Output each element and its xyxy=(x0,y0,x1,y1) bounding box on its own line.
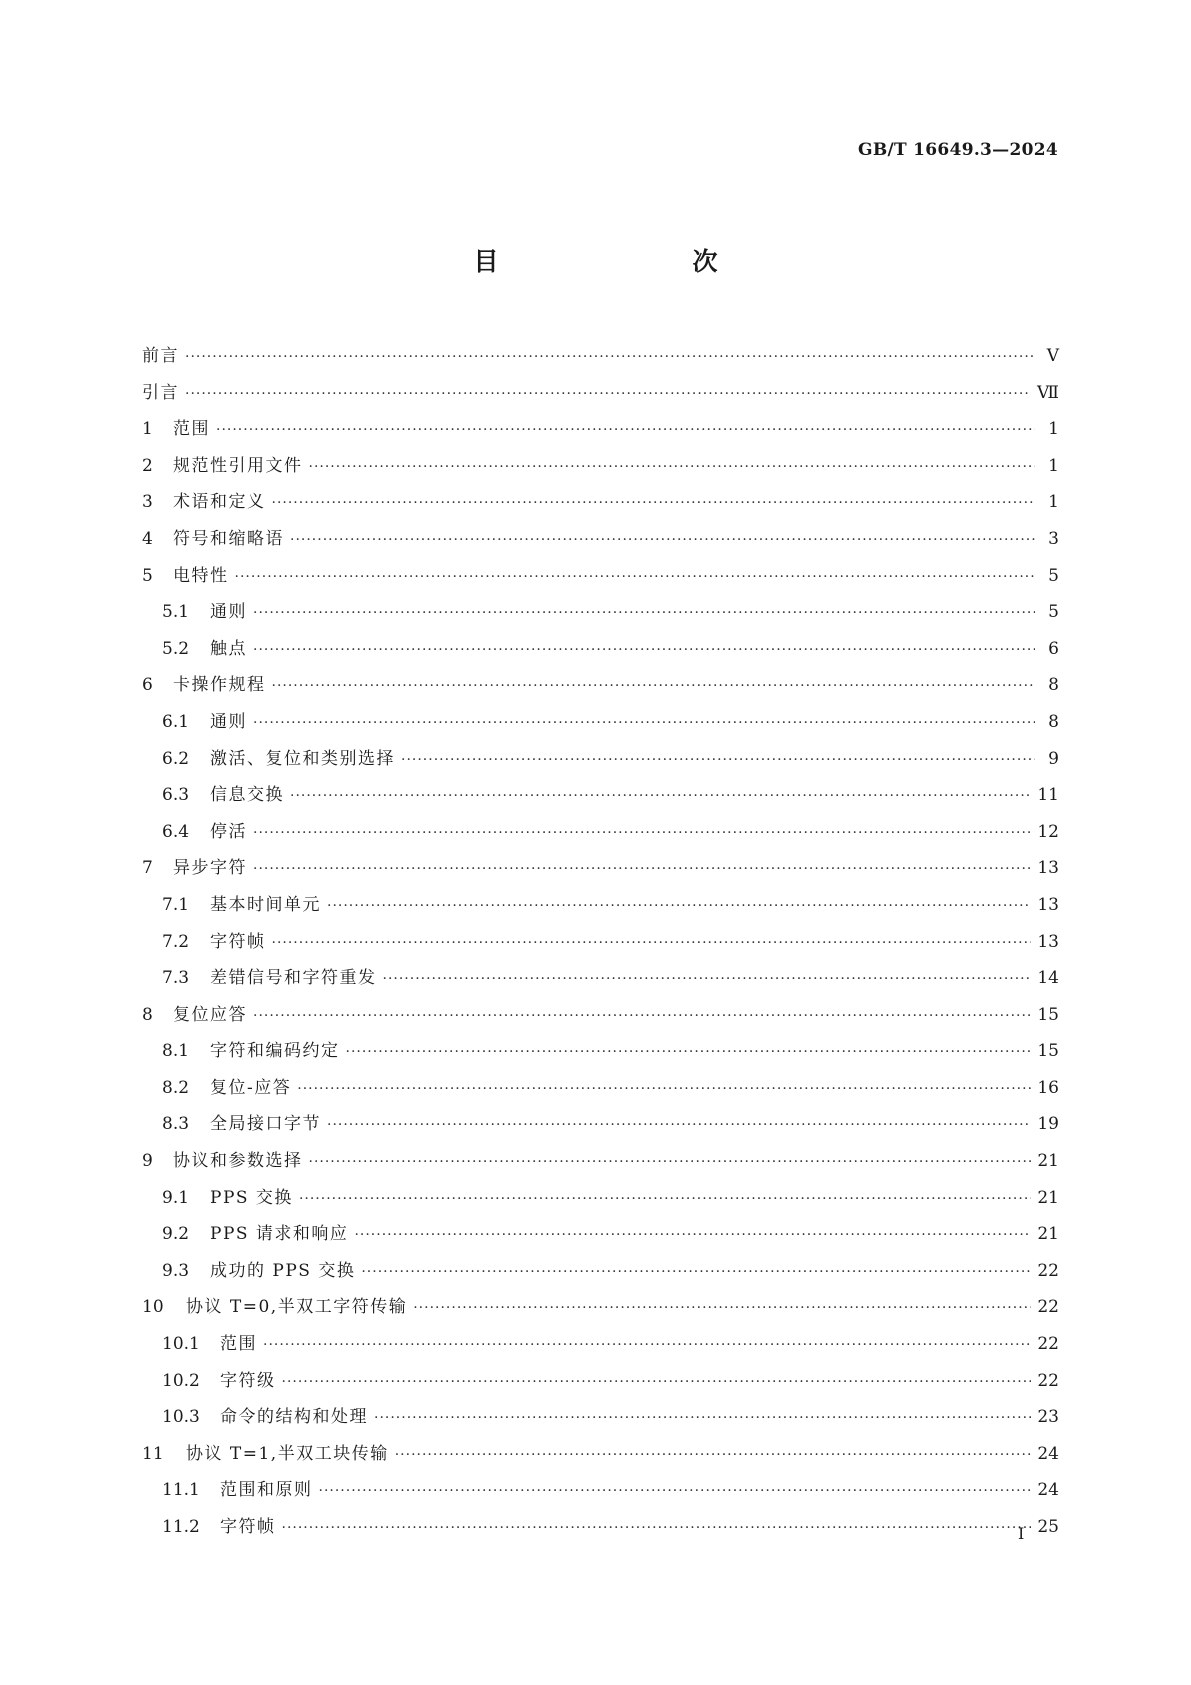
toc-entry-page: 13 xyxy=(1037,894,1059,915)
toc-entry-number: 6.3 xyxy=(162,785,190,806)
toc-entry-page: 5 xyxy=(1048,565,1059,586)
dot-leader xyxy=(395,1437,1032,1474)
toc-entry-label: 字符和编码约定 xyxy=(210,1041,340,1062)
toc-entry-number: 6 xyxy=(142,675,153,696)
toc-entry-label: 通则 xyxy=(210,602,247,623)
toc-entry[interactable] xyxy=(142,1106,1059,1143)
toc-entry-page: 15 xyxy=(1037,1004,1059,1025)
dot-leader xyxy=(413,1290,1031,1327)
toc-entry-number: 11.1 xyxy=(162,1480,200,1501)
toc-entry[interactable] xyxy=(142,777,1059,814)
toc-entry-number: 5.2 xyxy=(162,638,190,659)
dot-leader xyxy=(185,376,1031,413)
toc-entry-label: 范围 xyxy=(173,419,210,440)
toc-entry-page: 19 xyxy=(1037,1114,1059,1135)
toc-entry[interactable] xyxy=(142,741,1059,778)
toc-entry-label: 信息交换 xyxy=(210,785,284,806)
toc-entry[interactable] xyxy=(142,1253,1059,1290)
toc-entry-label: 范围和原则 xyxy=(220,1480,313,1501)
dot-leader xyxy=(272,925,1032,962)
toc-entry-number: 6.2 xyxy=(162,748,190,769)
toc-entry-label: 规范性引用文件 xyxy=(173,455,303,476)
toc-entry[interactable] xyxy=(142,558,1059,595)
toc-entry-page: 8 xyxy=(1048,675,1059,696)
toc-entry[interactable] xyxy=(142,1326,1059,1363)
toc-entry-label: 基本时间单元 xyxy=(210,894,321,915)
toc-entry-number: 3 xyxy=(142,492,153,513)
toc-entry-label: PPS 交换 xyxy=(210,1187,293,1208)
toc-entry-label: 前言 xyxy=(142,346,179,366)
toc-entry-number: 7.3 xyxy=(162,968,190,989)
toc-entry-page: 3 xyxy=(1048,528,1059,549)
dot-leader xyxy=(272,668,1036,705)
toc-entry[interactable] xyxy=(142,667,1059,704)
dot-leader xyxy=(282,1510,1032,1547)
dot-leader xyxy=(327,888,1031,925)
toc-entry-number: 8 xyxy=(142,1004,153,1025)
toc-entry-label: 复位-应答 xyxy=(210,1077,292,1098)
toc-entry-page: Ⅶ xyxy=(1037,382,1059,403)
dot-leader xyxy=(401,742,1035,779)
toc-entry-label: 命令的结构和处理 xyxy=(220,1407,368,1428)
dot-leader xyxy=(253,632,1035,669)
table-of-contents xyxy=(142,338,1059,1546)
toc-entry-number: 11 xyxy=(142,1443,164,1464)
toc-entry[interactable] xyxy=(142,411,1059,448)
dot-leader xyxy=(346,1034,1032,1071)
toc-entry-page: Ⅴ xyxy=(1046,346,1059,366)
toc-entry-page: 25 xyxy=(1037,1517,1059,1537)
toc-entry-page: 16 xyxy=(1037,1077,1059,1098)
dot-leader xyxy=(354,1217,1031,1254)
toc-entry-page: 9 xyxy=(1048,748,1059,769)
toc-entry[interactable] xyxy=(142,521,1059,558)
toc-entry[interactable] xyxy=(142,1509,1059,1546)
toc-entry[interactable] xyxy=(142,1070,1059,1107)
toc-entry-label: 符号和缩略语 xyxy=(173,528,284,549)
toc-entry-number: 6.4 xyxy=(162,821,190,842)
toc-entry[interactable] xyxy=(142,887,1059,924)
toc-entry-page: 14 xyxy=(1037,968,1059,989)
dot-leader xyxy=(253,851,1031,888)
toc-entry-label: 术语和定义 xyxy=(173,492,266,513)
toc-entry[interactable] xyxy=(142,1399,1059,1436)
dot-leader xyxy=(309,449,1036,486)
toc-entry-number: 4 xyxy=(142,528,153,549)
toc-entry-label: 激活、复位和类别选择 xyxy=(210,748,395,769)
dot-leader xyxy=(263,1327,1031,1364)
dot-leader xyxy=(374,1400,1031,1437)
dot-leader xyxy=(361,1254,1031,1291)
toc-entry-page: 22 xyxy=(1037,1334,1059,1355)
toc-entry-page: 1 xyxy=(1048,492,1059,513)
toc-entry[interactable] xyxy=(142,704,1059,741)
toc-entry-label: 电特性 xyxy=(173,565,229,586)
toc-entry-page: 23 xyxy=(1037,1407,1059,1428)
toc-entry[interactable] xyxy=(142,924,1059,961)
dot-leader xyxy=(253,815,1031,852)
toc-entry-label: 字符级 xyxy=(220,1370,276,1391)
toc-entry-number: 11.2 xyxy=(162,1517,200,1537)
dot-leader xyxy=(272,485,1036,522)
dot-leader xyxy=(290,778,1031,815)
dot-leader xyxy=(253,595,1035,632)
toc-entry-number: 10.1 xyxy=(162,1334,200,1355)
toc-entry-label: PPS 请求和响应 xyxy=(210,1224,349,1245)
toc-entry[interactable] xyxy=(142,1216,1059,1253)
toc-entry-label: 触点 xyxy=(210,638,247,659)
toc-entry-page: 21 xyxy=(1037,1187,1059,1208)
toc-entry-label: 协议 T=0,半双工字符传输 xyxy=(186,1297,408,1318)
toc-entry[interactable] xyxy=(142,1472,1059,1509)
toc-entry-label: 范围 xyxy=(220,1334,257,1355)
toc-entry-label: 复位应答 xyxy=(173,1004,247,1025)
toc-entry-label: 异步字符 xyxy=(173,858,247,879)
toc-entry-number: 9.3 xyxy=(162,1260,190,1281)
toc-entry-number: 10 xyxy=(142,1297,164,1318)
toc-entry-page: 11 xyxy=(1037,785,1059,806)
toc-entry[interactable] xyxy=(142,338,1059,375)
toc-entry-number: 2 xyxy=(142,455,153,476)
toc-entry-number: 9.1 xyxy=(162,1187,190,1208)
toc-entry-page: 22 xyxy=(1037,1260,1059,1281)
toc-entry-label: 成功的 PPS 交换 xyxy=(210,1260,356,1281)
toc-entry-label: 协议 T=1,半双工块传输 xyxy=(186,1443,389,1464)
toc-entry-page: 21 xyxy=(1037,1151,1059,1172)
toc-entry-number: 5.1 xyxy=(162,602,190,623)
toc-entry-number: 7 xyxy=(142,858,153,879)
toc-entry[interactable] xyxy=(142,1033,1059,1070)
dot-leader xyxy=(297,1071,1031,1108)
dot-leader xyxy=(253,998,1031,1035)
dot-leader xyxy=(319,1473,1032,1510)
toc-entry-number: 8.1 xyxy=(162,1041,190,1062)
toc-entry-page: 5 xyxy=(1048,602,1059,623)
toc-entry[interactable] xyxy=(142,484,1059,521)
toc-entry[interactable] xyxy=(142,1363,1059,1400)
toc-entry-number: 1 xyxy=(142,419,153,440)
toc-entry[interactable] xyxy=(142,631,1059,668)
toc-entry[interactable] xyxy=(142,448,1059,485)
toc-entry-page: 13 xyxy=(1037,858,1059,879)
toc-entry-number: 5 xyxy=(142,565,153,586)
toc-entry-page: 24 xyxy=(1037,1480,1059,1501)
toc-entry-page: 13 xyxy=(1037,931,1059,952)
toc-entry-number: 6.1 xyxy=(162,711,190,732)
toc-entry-page: 21 xyxy=(1037,1224,1059,1245)
toc-entry-page: 22 xyxy=(1037,1297,1059,1318)
toc-entry[interactable] xyxy=(142,997,1059,1034)
toc-entry-page: 12 xyxy=(1037,821,1059,842)
toc-entry-label: 字符帧 xyxy=(220,1517,276,1537)
toc-entry-page: 22 xyxy=(1037,1370,1059,1391)
dot-leader xyxy=(235,559,1036,596)
toc-title: 目 次 xyxy=(473,247,766,276)
toc-entry-label: 差错信号和字符重发 xyxy=(210,968,377,989)
toc-entry-label: 卡操作规程 xyxy=(173,675,266,696)
toc-entry-number: 7.2 xyxy=(162,931,190,952)
toc-entry-page: 6 xyxy=(1048,638,1059,659)
toc-entry-number: 8.3 xyxy=(162,1114,190,1135)
toc-entry-number: 8.2 xyxy=(162,1077,190,1098)
toc-entry-label: 引言 xyxy=(142,382,179,403)
toc-entry-label: 字符帧 xyxy=(210,931,266,952)
toc-entry-label: 协议和参数选择 xyxy=(173,1151,303,1172)
toc-entry-page: 8 xyxy=(1048,711,1059,732)
toc-entry[interactable] xyxy=(142,594,1059,631)
toc-entry-number: 7.1 xyxy=(162,894,190,915)
page-number: Ⅰ xyxy=(1018,1524,1025,1543)
toc-entry[interactable] xyxy=(142,814,1059,851)
toc-entry-page: 1 xyxy=(1048,419,1059,440)
dot-leader xyxy=(253,705,1035,742)
toc-entry[interactable] xyxy=(142,1289,1059,1326)
toc-entry[interactable] xyxy=(142,375,1059,412)
toc-entry-page: 24 xyxy=(1037,1443,1059,1464)
toc-entry-page: 1 xyxy=(1048,455,1059,476)
toc-entry[interactable] xyxy=(142,1180,1059,1217)
toc-entry[interactable] xyxy=(142,850,1059,887)
toc-entry-label: 停活 xyxy=(210,821,247,842)
dot-leader xyxy=(282,1364,1032,1401)
toc-entry-number: 9.2 xyxy=(162,1224,190,1245)
dot-leader xyxy=(290,522,1035,559)
toc-entry[interactable] xyxy=(142,1143,1059,1180)
dot-leader xyxy=(383,961,1032,998)
dot-leader xyxy=(299,1181,1031,1218)
toc-entry[interactable] xyxy=(142,960,1059,997)
toc-entry-page: 15 xyxy=(1037,1041,1059,1062)
dot-leader xyxy=(185,339,1035,376)
dot-leader xyxy=(309,1144,1032,1181)
toc-entry-number: 10.3 xyxy=(162,1407,200,1428)
toc-entry-label: 全局接口字节 xyxy=(210,1114,321,1135)
toc-entry-label: 通则 xyxy=(210,711,247,732)
toc-entry-number: 10.2 xyxy=(162,1370,200,1391)
standard-code-header: GB/T 16649.3—2024 xyxy=(858,140,1058,160)
dot-leader xyxy=(216,412,1035,449)
toc-entry[interactable] xyxy=(142,1436,1059,1473)
toc-entry-number: 9 xyxy=(142,1151,153,1172)
dot-leader xyxy=(327,1107,1031,1144)
